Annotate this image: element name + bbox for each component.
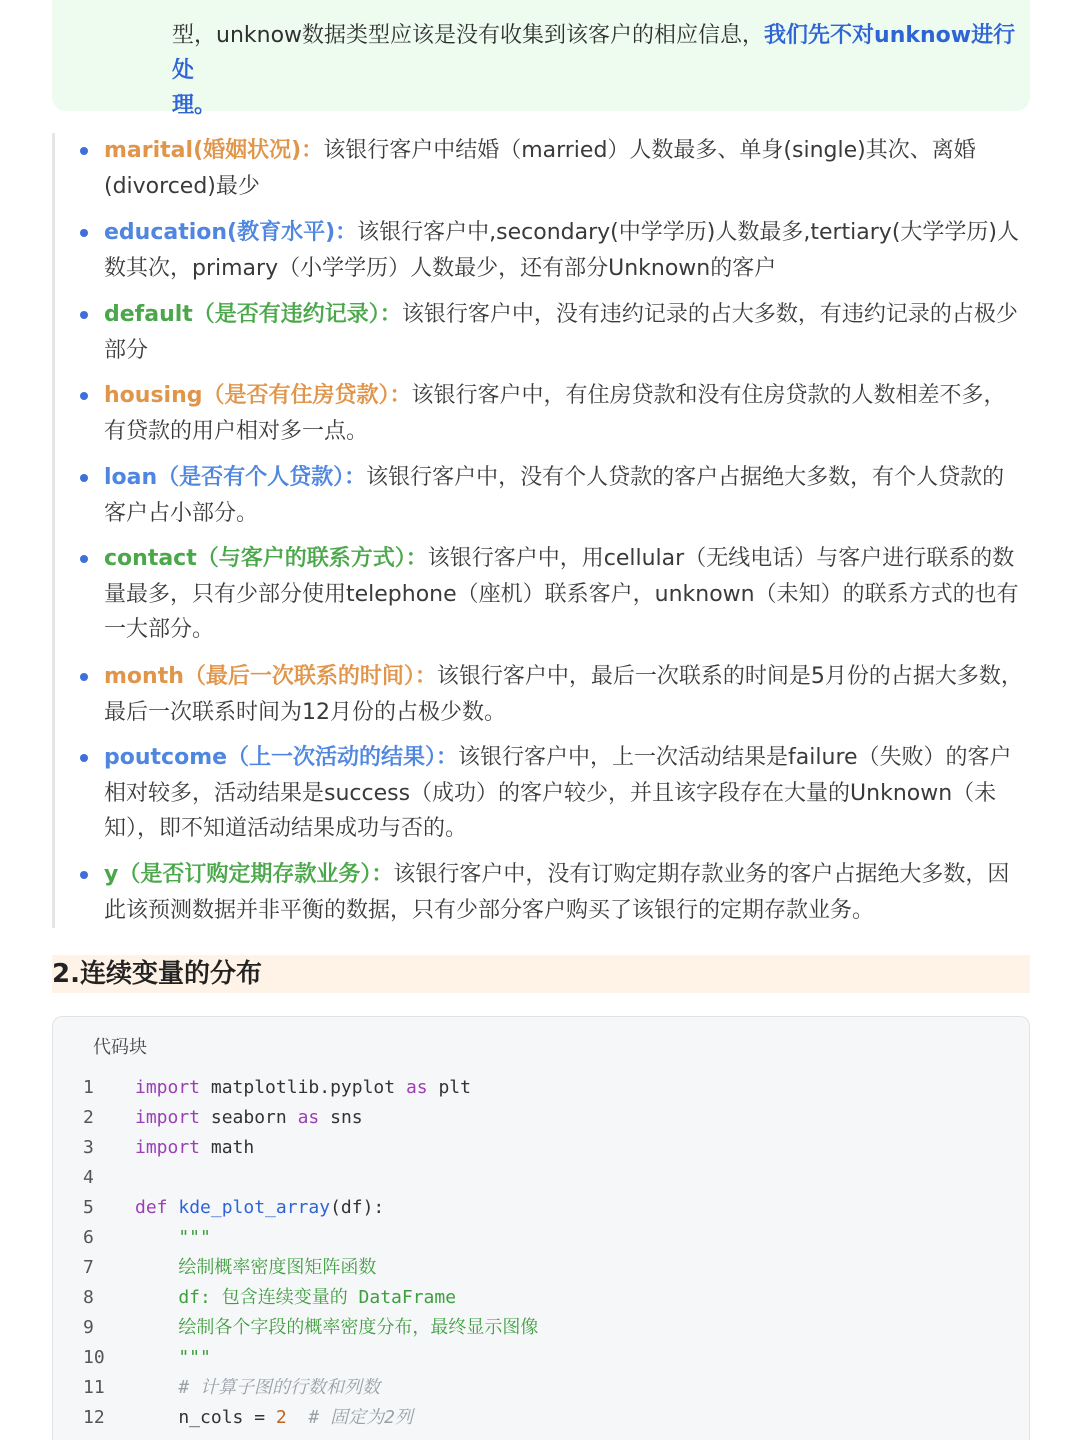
code-text: (df): — [330, 1197, 385, 1218]
field-key: loan（是否有个人贷款）： — [104, 465, 367, 490]
code-line — [83, 1283, 538, 1313]
field-key: y（是否订购定期存款业务）： — [104, 862, 394, 887]
field-key: housing（是否有住房贷款）： — [104, 383, 412, 408]
section-title: 2.连续变量的分布 — [52, 955, 1030, 993]
bullet-dot-icon — [80, 555, 88, 563]
note-plain: 型，unknow数据类型应该是没有收集到该客户的相应信息， — [172, 23, 765, 48]
list-item — [104, 541, 1024, 648]
note-box — [52, 0, 1030, 118]
line-number: 4 — [83, 1167, 94, 1188]
line-number: 9 — [83, 1317, 94, 1338]
list-item — [104, 857, 1024, 928]
code-line — [83, 1253, 538, 1283]
line-number: 1 — [83, 1077, 94, 1098]
line-number: 10 — [83, 1347, 105, 1368]
keyword: import — [135, 1107, 201, 1128]
field-key: month（最后一次联系的时间）： — [104, 664, 437, 689]
number-literal: 2 — [275, 1407, 287, 1428]
code-block — [52, 1016, 1030, 1440]
keyword: as — [405, 1077, 428, 1098]
field-desc: 该银行客户中，没有订购定期存款业务的客户占据绝大多数，因此该预测数据并非平衡的数据，只有少部分客户购买了该银行的定期存款业务。 — [104, 862, 1010, 923]
field-desc: 该银行客户中，没有个人贷款的客户占据绝大多数，有个人贷款的客户占小部分。 — [104, 465, 1005, 526]
field-key: education(教育水平)： — [104, 220, 358, 245]
note-highlight: 我们先不对unknow进行处 — [172, 23, 1016, 83]
code-text: n_cols = — [135, 1407, 276, 1428]
field-key: contact（与客户的联系方式）： — [104, 546, 428, 571]
list-item — [104, 659, 1024, 730]
code-line — [83, 1403, 538, 1433]
note-highlight-end: 理。 — [172, 93, 217, 118]
list-item — [104, 215, 1024, 286]
line-number: 5 — [83, 1197, 94, 1218]
code-text: sns — [319, 1107, 363, 1128]
docstring: df: 包含连续变量的 DataFrame — [135, 1287, 457, 1308]
line-number: 6 — [83, 1227, 94, 1248]
list-item — [104, 297, 1024, 368]
bullet-dot-icon — [80, 673, 88, 681]
field-desc: 该银行客户中，没有违约记录的占大多数，有违约记录的占极少部分 — [104, 302, 1018, 363]
code-lines — [83, 1073, 538, 1433]
field-desc: 该银行客户中，用cellular（无线电话）与客户进行联系的数量最多，只有少部分使用telephone（座机）联系客户，unknown（未知）的联系方式的也有一大部分。 — [104, 546, 1019, 642]
comment: # 固定为2列 — [286, 1407, 413, 1428]
code-line — [83, 1103, 538, 1133]
bullet-dot-icon — [80, 392, 88, 400]
bullet-dot-icon — [80, 229, 88, 237]
docstring: 绘制各个字段的概率密度分布，最终显示图像 — [135, 1317, 539, 1338]
field-desc: 该银行客户中，最后一次联系的时间是5月份的占据大多数，最后一次联系时间为12月份的占极少数。 — [104, 664, 1023, 725]
field-desc: 该银行客户中结婚（married）人数最多、单身(single)其次、离婚(divorced)最少 — [104, 138, 976, 199]
line-number: 2 — [83, 1107, 94, 1128]
code-line — [83, 1193, 538, 1223]
line-number: 7 — [83, 1257, 94, 1278]
field-desc: 该银行客户中，有住房贷款和没有住房贷款的人数相差不多，有贷款的用户相对多一点。 — [104, 383, 1006, 444]
code-text: plt — [427, 1077, 471, 1098]
code-text: math — [200, 1137, 255, 1158]
code-line — [83, 1373, 538, 1403]
field-key: marital(婚姻状况)： — [104, 138, 324, 163]
bullet-dot-icon — [80, 474, 88, 482]
code-text: seaborn — [200, 1107, 298, 1128]
docstring: """ — [135, 1227, 211, 1248]
code-text: matplotlib.pyplot — [200, 1077, 406, 1098]
keyword: as — [297, 1107, 320, 1128]
list-item — [104, 133, 1024, 204]
note-text — [172, 18, 1032, 123]
comment: # 计算子图的行数和列数 — [135, 1377, 381, 1398]
keyword: import — [135, 1077, 201, 1098]
docstring: 绘制概率密度图矩阵函数 — [135, 1257, 377, 1278]
code-line — [83, 1223, 538, 1253]
line-number: 11 — [83, 1377, 105, 1398]
code-line — [83, 1163, 538, 1193]
bullet-dot-icon — [80, 871, 88, 879]
keyword: def — [135, 1197, 168, 1218]
field-key: poutcome（上一次活动的结果）： — [104, 745, 459, 770]
docstring: """ — [135, 1347, 211, 1368]
field-desc: 该银行客户中,secondary(中学学历)人数最多,tertiary(大学学历)人数其次，primary（小学学历）人数最少，还有部分Unknown的客户 — [104, 220, 1019, 281]
field-key: default（是否有违约记录）： — [104, 302, 402, 327]
code-block-title: 代码块 — [93, 1037, 147, 1058]
field-desc: 该银行客户中，上一次活动结果是failure（失败）的客户相对较多，活动结果是success（成功）的客户较少，并且该字段存在大量的Unknown（未知），即不知道活动结果成功与否的。 — [104, 745, 1012, 841]
code-line — [83, 1313, 538, 1343]
code-line — [83, 1343, 538, 1373]
code-line — [83, 1073, 538, 1103]
code-line — [83, 1133, 538, 1163]
list-item — [104, 378, 1024, 449]
code-text — [168, 1197, 179, 1218]
bullet-dot-icon — [80, 147, 88, 155]
function-name: kde_plot_array — [178, 1197, 331, 1218]
line-number: 12 — [83, 1407, 105, 1428]
keyword: import — [135, 1137, 201, 1158]
bullet-dot-icon — [80, 754, 88, 762]
bullet-dot-icon — [80, 311, 88, 319]
list-item — [104, 460, 1024, 531]
list-item — [104, 740, 1024, 847]
line-number: 3 — [83, 1137, 94, 1158]
line-number: 8 — [83, 1287, 94, 1308]
